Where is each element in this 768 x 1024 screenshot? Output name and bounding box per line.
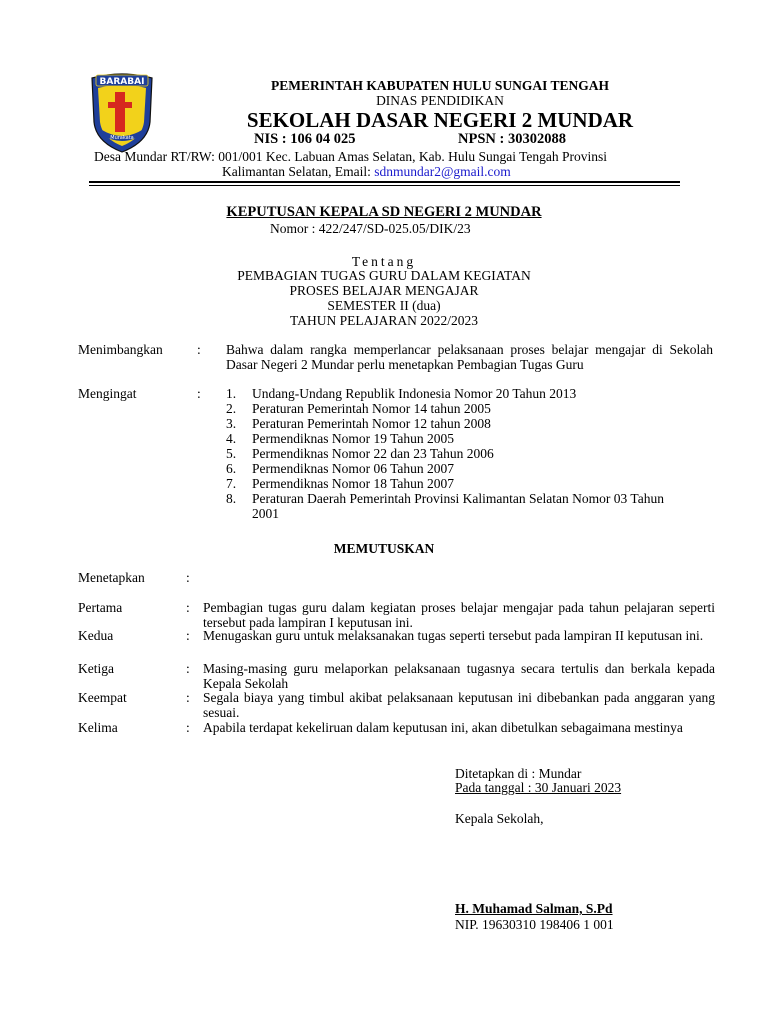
point-text-ketiga: Masing-masing guru melaporkan pelaksanaan tugasnya secara tertulis dan berkala kepada Kepala Sekolah (203, 661, 715, 691)
header-address-line1: Desa Mundar RT/RW: 001/001 Kec. Labuan Amas Selatan, Kab. Hulu Sungai Tengah Provinsi (94, 149, 608, 164)
point-text-pertama: Pembagian tugas guru dalam kegiatan proses belajar mengajar pada tahun pelajaran seperti tersebut pada lampiran I keputusan ini. (203, 600, 715, 630)
decree-subject-4: TAHUN PELAJARAN 2022/2023 (290, 313, 478, 328)
decree-number: Nomor : 422/247/SD-025.05/DIK/23 (270, 221, 471, 236)
signature-date: Pada tanggal : 30 Januari 2023 (455, 780, 622, 795)
list-item-number: 2. (226, 401, 237, 416)
header-school-name: SEKOLAH DASAR NEGERI 2 MUNDAR (246, 108, 634, 132)
memutuskan-heading: MEMUTUSKAN (333, 541, 435, 556)
signatory-nip: NIP. 19630310 198406 1 001 (455, 917, 614, 932)
point-label-kelima: Kelima (78, 720, 118, 735)
barabai-emblem-icon (88, 72, 156, 154)
header-rule-thick (89, 181, 680, 183)
school-logo (88, 72, 156, 154)
list-item: Permendiknas Nomor 22 dan 23 Tahun 2006 (252, 446, 494, 461)
menimbang-label: Menimbangkan (78, 342, 163, 357)
list-item-number: 1. (226, 386, 237, 401)
point-label-pertama: Pertama (78, 600, 123, 615)
menetapkan-label: Menetapkan (78, 570, 145, 585)
list-item-number: 4. (226, 431, 237, 446)
list-item-number: 3. (226, 416, 237, 431)
decree-tentang: Tentang (351, 254, 417, 269)
logo-text: BARABAI (99, 77, 145, 87)
decree-subject-1: PEMBAGIAN TUGAS GURU DALAM KEGIATAN (237, 268, 531, 283)
signatory-name: H. Muhamad Salman, S.Pd (455, 901, 613, 916)
point-label-keempat: Keempat (78, 690, 127, 705)
header-address-line2 (222, 164, 511, 179)
header-department: DINAS PENDIDIKAN (376, 93, 504, 108)
menetapkan-colon: : (186, 570, 190, 585)
decree-title: KEPUTUSAN KEPALA SD NEGERI 2 MUNDAR (226, 204, 542, 220)
menimbang-text: Bahwa dalam rangka memperlancar pelaksanaan proses belajar mengajar di Sekolah Dasar Negeri 2 Mundar perlu menetapkan Pembagian Tugas Guru (226, 342, 713, 372)
point-text-keempat: Segala biaya yang timbul akibat pelaksanaan keputusan ini dibebankan pada anggaran yang sesuai. (203, 690, 715, 720)
point-text-kelima: Apabila terdapat kekeliruan dalam keputusan ini, akan dibetulkan sebagaimana mestinya (203, 720, 683, 735)
decree-subject-2: PROSES BELAJAR MENGAJAR (289, 283, 479, 298)
email-link[interactable]: sdnmundar2@gmail.com (374, 164, 511, 179)
list-item-number: 5. (226, 446, 237, 461)
point-text-kedua: Menugaskan guru untuk melaksanakan tugas seperti tersebut pada lampiran II keputusan ini. (203, 628, 704, 643)
header-rule-thin (89, 185, 680, 186)
list-item-number: 7. (226, 476, 237, 491)
list-item: Permendiknas Nomor 18 Tahun 2007 (252, 476, 455, 491)
header-government: PEMERINTAH KABUPATEN HULU SUNGAI TENGAH (270, 78, 610, 93)
point-colon: : (186, 661, 190, 676)
list-item: Undang-Undang Republik Indonesia Nomor 20 Tahun 2013 (252, 386, 577, 401)
address-prefix: Kalimantan Selatan, Email: (222, 164, 375, 179)
list-item: Peraturan Pemerintah Nomor 14 tahun 2005 (252, 401, 491, 416)
mengingat-label: Mengingat (78, 386, 137, 401)
decree-subject-3: SEMESTER II (dua) (327, 298, 441, 313)
signature-place: Ditetapkan di : Mundar (455, 766, 582, 781)
header-npsn: NPSN : 30302088 (458, 131, 566, 147)
point-label-ketiga: Ketiga (78, 661, 114, 676)
point-colon: : (186, 600, 190, 615)
logo-motto: Murakata (110, 135, 134, 141)
point-colon: : (186, 720, 190, 735)
point-colon: : (186, 628, 190, 643)
list-item: Peraturan Daerah Pemerintah Provinsi Kalimantan Selatan Nomor 03 Tahun 2001 (252, 491, 664, 521)
list-item-number: 6. (226, 461, 237, 476)
mengingat-colon: : (197, 386, 201, 401)
menimbang-colon: : (197, 342, 201, 357)
list-item: Peraturan Pemerintah Nomor 12 tahun 2008 (252, 416, 491, 431)
point-colon: : (186, 690, 190, 705)
list-item: Permendiknas Nomor 19 Tahun 2005 (252, 431, 455, 446)
list-item: Permendiknas Nomor 06 Tahun 2007 (252, 461, 455, 476)
point-label-kedua: Kedua (78, 628, 114, 643)
list-item-number: 8. (226, 491, 237, 506)
header-nis: NIS : 106 04 025 (254, 131, 356, 147)
signature-position: Kepala Sekolah, (455, 811, 544, 826)
